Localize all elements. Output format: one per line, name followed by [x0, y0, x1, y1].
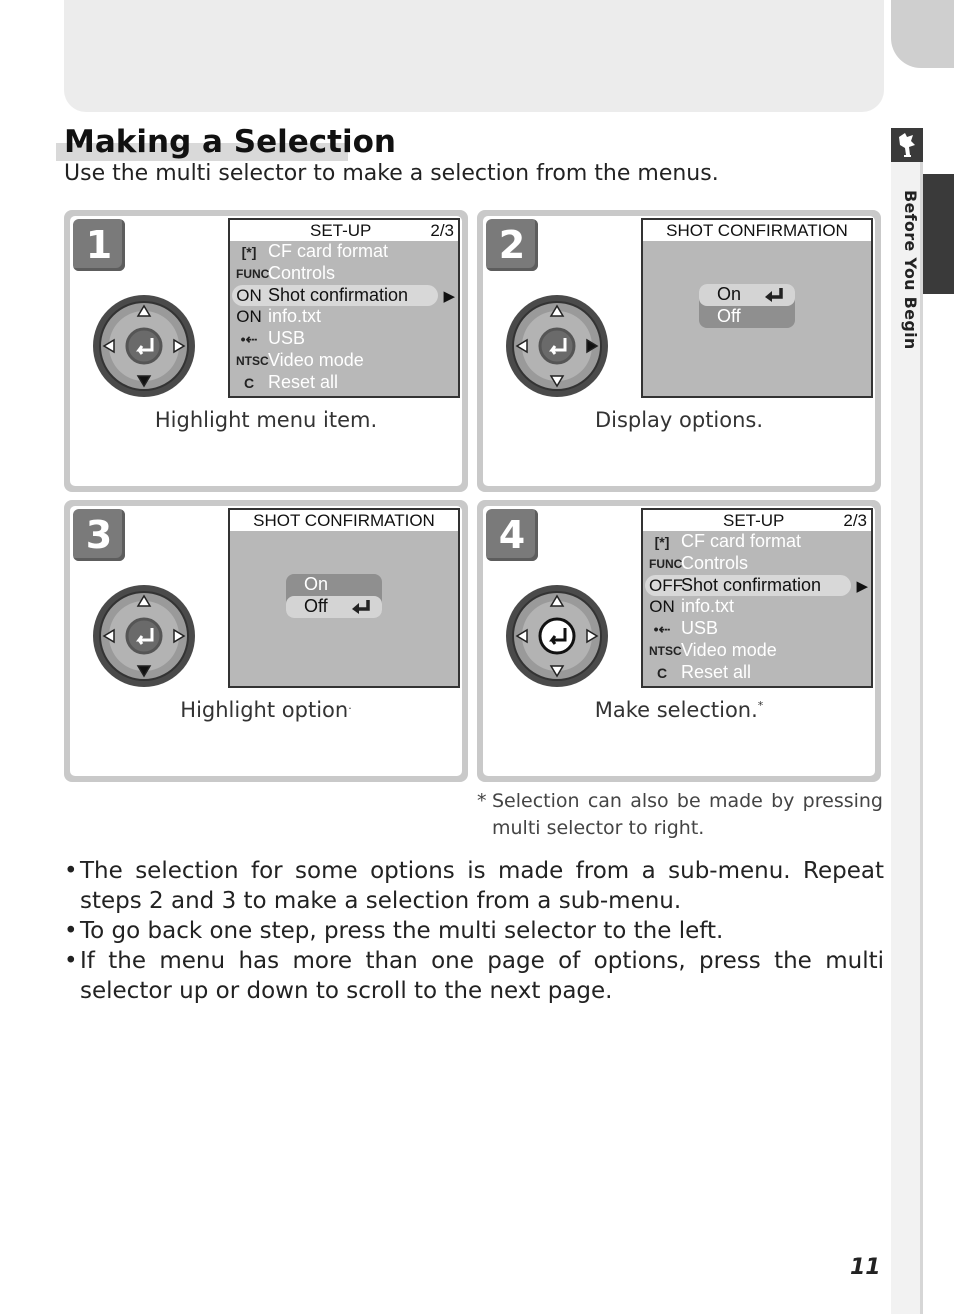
step-number-badge: 2: [486, 219, 538, 271]
menu-item-label: Video mode: [268, 350, 364, 370]
multi-selector: [505, 294, 609, 402]
multi-selector-icon: [505, 584, 609, 688]
menu-item[interactable]: [230, 263, 458, 285]
enter-return-icon: [763, 286, 789, 307]
bullet-dot: •: [64, 948, 78, 974]
menu-item-label: Reset all: [268, 371, 339, 392]
step-caption-text: Make selection.: [594, 698, 758, 722]
multi-selector-icon: [505, 294, 609, 398]
camera-screen: [228, 218, 460, 398]
step-caption: [64, 698, 468, 722]
func-icon: FUNC: [236, 266, 270, 281]
screen-header: [643, 220, 871, 240]
bullet-item: [64, 946, 884, 1006]
ntsc-icon: NTSC: [649, 644, 682, 658]
card-format-icon: [*]: [654, 534, 670, 550]
reset-icon: C: [656, 664, 668, 681]
bullet-text: The selection for some options is made from a sub-menu. Repeat steps 2 and 3 to make a selection from a sub-menu.: [80, 858, 884, 914]
multi-selector: [92, 294, 196, 402]
camera-screen: [228, 508, 460, 688]
step-number-badge: 4: [486, 509, 538, 561]
submenu-arrow-icon: ▶: [443, 287, 455, 305]
page-subtitle: Use the multi selector to make a selection from the menus.: [64, 161, 719, 186]
footnote-star: *: [477, 790, 487, 812]
option-item[interactable]: [699, 284, 795, 306]
option-item[interactable]: [286, 574, 382, 596]
submenu-title: SHOT CONFIRMATION: [666, 221, 848, 240]
option-list: [699, 284, 795, 328]
menu-item-label: info.txt: [681, 596, 735, 617]
step-number-badge: 1: [73, 219, 125, 271]
option-item[interactable]: [286, 596, 382, 618]
menu-page-indicator: 2/3: [430, 221, 454, 240]
step-caption-text: Highlight option: [180, 698, 349, 722]
enter-return-icon: [350, 598, 376, 619]
top-band: [64, 0, 884, 112]
step-caption-text: Display options.: [594, 408, 764, 432]
option-item[interactable]: [699, 306, 795, 328]
menu-item[interactable]: [230, 372, 458, 394]
step-panel-2: [477, 210, 881, 492]
multi-selector-icon: [92, 294, 196, 398]
menu-page-indicator: 2/3: [843, 511, 867, 530]
submenu-arrow-icon: ▶: [856, 577, 868, 595]
menu-item-label: Controls: [681, 552, 749, 573]
page-title: Making a Selection: [64, 124, 396, 160]
side-tab-label: Before You Begin: [901, 190, 920, 350]
bullet-text: To go back one step, press the multi selector to the left.: [80, 918, 724, 944]
menu-item[interactable]: [230, 328, 458, 350]
menu-item[interactable]: [230, 306, 458, 328]
option-list: [286, 574, 382, 618]
menu-item-label: CF card format: [681, 531, 802, 551]
bullet-item: [64, 916, 884, 946]
menu-item-label: Shot confirmation: [268, 284, 409, 305]
func-icon: FUNC: [649, 556, 683, 571]
menu-item[interactable]: [643, 575, 871, 597]
page-number: 11: [850, 1255, 881, 1280]
step-caption-text: Highlight menu item.: [154, 408, 378, 432]
bullet-text: If the menu has more than one page of options, press the multi selector up or down to scroll to the next page.: [80, 948, 884, 1004]
multi-selector: [92, 584, 196, 692]
camera-screen: [641, 508, 873, 688]
usb-icon: •⇠: [653, 621, 671, 638]
option-label: On: [717, 284, 742, 304]
menu-item[interactable]: [643, 553, 871, 575]
option-label: Off: [304, 596, 328, 616]
step-panel-3: [64, 500, 468, 782]
menu-item[interactable]: [643, 596, 871, 618]
menu-item-label: USB: [268, 328, 306, 349]
side-tab-marker: [923, 174, 954, 294]
card-format-icon: [*]: [241, 244, 257, 260]
menu-item[interactable]: [230, 241, 458, 263]
corner-tab: [891, 0, 954, 68]
menu-item-label: Reset all: [681, 661, 752, 682]
screen-body: [230, 531, 458, 686]
bullet-dot: •: [64, 918, 78, 944]
step-caption: [64, 408, 468, 432]
screen-body: [643, 241, 871, 396]
usb-icon: •⇠: [240, 331, 258, 348]
footnote: [477, 788, 883, 842]
menu-title: SET-UP: [723, 511, 785, 530]
screen-body: [643, 531, 871, 686]
screen-header: [230, 220, 458, 240]
menu-item[interactable]: [643, 662, 871, 684]
option-label: On: [304, 574, 329, 594]
menu-item-label: info.txt: [268, 306, 322, 327]
menu-item[interactable]: [643, 640, 871, 662]
ntsc-icon: NTSC: [236, 354, 269, 368]
bullet-dot: •: [64, 858, 78, 884]
caption-suffix: .: [348, 699, 352, 712]
menu-item[interactable]: [230, 285, 458, 307]
step-panel-4: [477, 500, 881, 782]
option-label: Off: [717, 306, 741, 326]
on-icon: ON: [236, 307, 262, 327]
screen-body: [230, 241, 458, 396]
menu-item-label: CF card format: [268, 241, 389, 261]
menu-item[interactable]: [643, 618, 871, 640]
menu-title: SET-UP: [310, 221, 372, 240]
menu-item-label: Shot confirmation: [681, 574, 822, 595]
on-icon: ON: [236, 285, 262, 305]
step-caption: [477, 408, 881, 432]
step-number-badge: 3: [73, 509, 125, 561]
camera-screen: [641, 218, 873, 398]
multi-selector-icon: [92, 584, 196, 688]
off-icon: OFF: [649, 575, 683, 595]
bullet-item: [64, 856, 884, 916]
rooster-icon: [891, 128, 923, 162]
on-icon: ON: [649, 597, 675, 617]
menu-item[interactable]: [643, 531, 871, 553]
menu-item-label: Controls: [268, 262, 336, 283]
submenu-title: SHOT CONFIRMATION: [253, 511, 435, 530]
multi-selector: [505, 584, 609, 692]
step-caption: [477, 698, 881, 722]
step-panel-1: [64, 210, 468, 492]
menu-item-label: USB: [681, 618, 719, 639]
footnote-text: Selection can also be made by pressing multi selector to right.: [492, 790, 883, 839]
screen-header: [230, 510, 458, 530]
bullet-list: [64, 856, 884, 1006]
menu-item[interactable]: [230, 350, 458, 372]
reset-icon: C: [243, 374, 255, 391]
caption-suffix: *: [757, 699, 764, 712]
screen-header: [643, 510, 871, 530]
menu-item-label: Video mode: [681, 640, 777, 660]
